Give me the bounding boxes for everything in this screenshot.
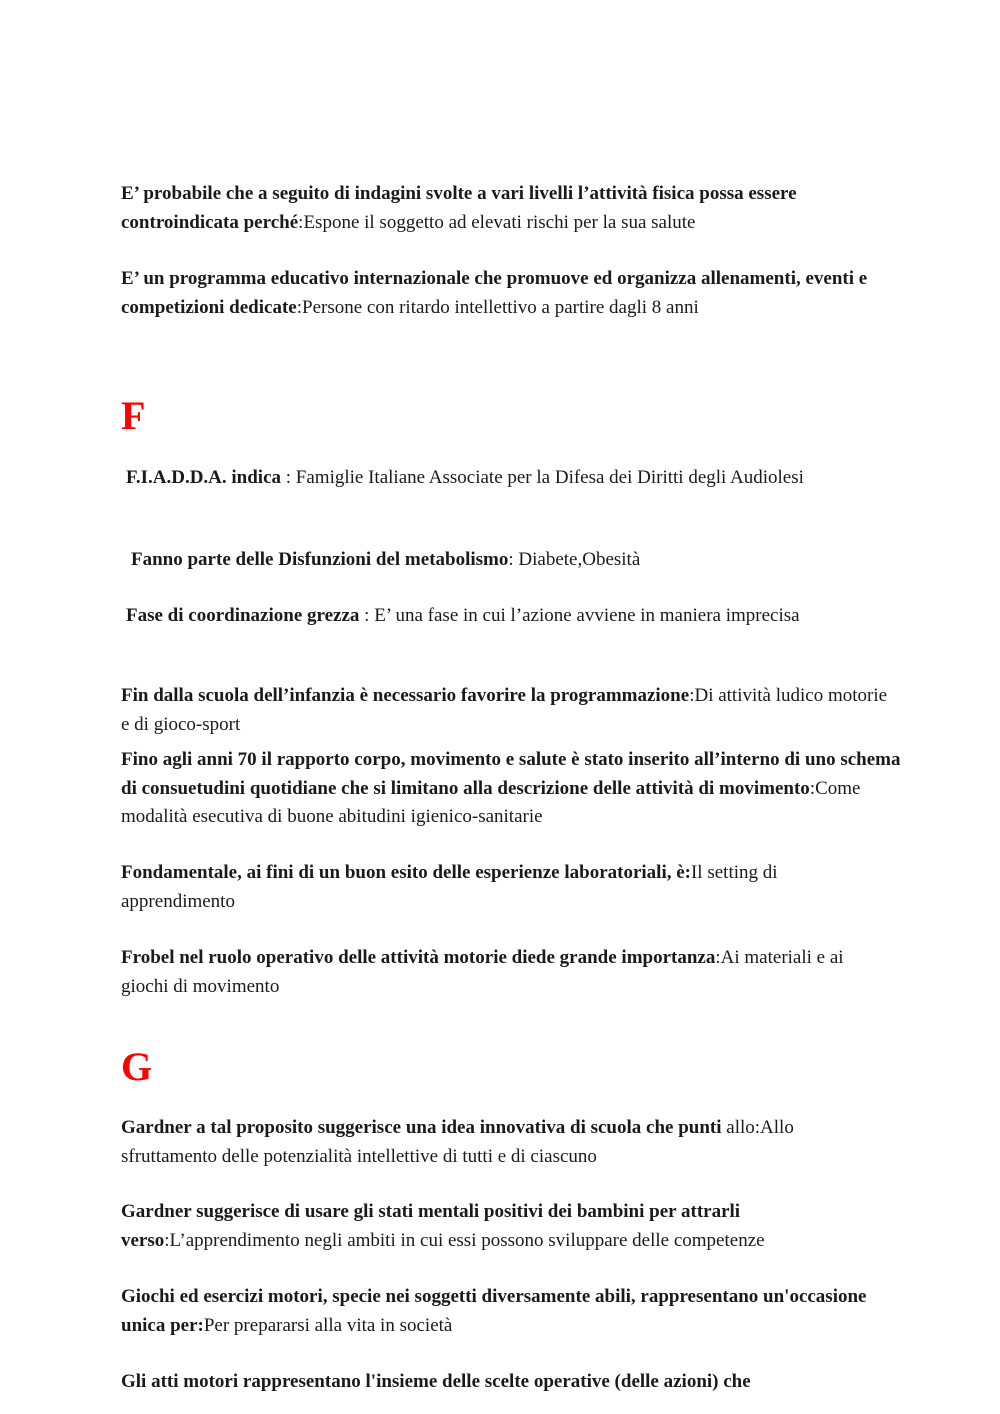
entry-separator: : (689, 685, 695, 706)
entry-question: E’ un programma educativo internazionale che promuove ed organizza allenamenti, eventi e competizioni dedicate (121, 268, 868, 318)
entry-question: Fase di coordinazione grezza (126, 605, 360, 626)
entry-question: Gardner a tal proposito suggerisce una idea innovativa di scuola che punti (121, 1117, 722, 1138)
entry-separator: : (164, 1229, 170, 1251)
glossary-entry (121, 1198, 891, 1255)
entry-question: F.I.A.D.D.A. indica (126, 467, 282, 488)
entry-separator: : (281, 467, 296, 488)
entry-question: Fanno parte delle Disfunzioni del metabolismo (131, 549, 509, 570)
entry-answer: Il setting di apprendimento (121, 862, 778, 912)
glossary-entry (131, 547, 901, 572)
entry-question: E’ probabile che a seguito di indagini svolte a vari livelli l’attività fisica possa essere controindicata perché (121, 183, 797, 233)
section-letter-f: F (121, 393, 146, 438)
glossary-entry (121, 180, 891, 237)
entry-question: Gardner suggerisce di usare gli stati mentali positivi dei bambini per attrarli verso (121, 1201, 741, 1251)
entry-answer: Espone il soggetto ad elevati rischi per la sua salute (303, 211, 696, 233)
entry-answer: L’apprendimento negli ambiti in cui essi possono sviluppare delle competenze (169, 1229, 765, 1251)
glossary-entry (121, 682, 891, 739)
entry-answer: allo:Allo sfruttamento delle potenzialità intellettive di tutti e di ciascuno (121, 1117, 794, 1167)
entry-question: Fondamentale, ai fini di un buon esito delle esperienze laboratoriali, è: (121, 862, 691, 883)
glossary-entry (121, 1283, 891, 1340)
entry-answer: Ai materiali e ai giochi di movimento (121, 947, 844, 997)
entry-answer: Per prepararsi alla vita in società (203, 1314, 453, 1336)
entry-separator: : (508, 549, 519, 570)
entry-answer: Famiglie Italiane Associate per la Difesa dei Diritti degli Audiolesi (295, 467, 804, 488)
entry-separator: : (296, 296, 302, 318)
glossary-entry (121, 1114, 891, 1171)
entry-answer: Come modalità esecutiva di buone abitudini igienico-sanitarie (121, 777, 861, 827)
glossary-entry (121, 265, 891, 322)
glossary-entry (126, 465, 896, 490)
entry-separator: : (298, 211, 304, 233)
entry-separator: : (715, 947, 721, 968)
entry-question: Fin dalla scuola dell’infanzia è necessario favorire la programmazione (121, 685, 690, 706)
entry-question: Fino agli anni 70 il rapporto corpo, movimento e salute è stato inserito all’interno di uno schema di consuetudini quotidiane che si limitano alla descrizione delle attività di movimento (121, 749, 901, 799)
entry-question: Frobel nel ruolo operativo delle attività motorie diede grande importanza (121, 947, 716, 968)
entry-answer: Di attività ludico motorie e di gioco-sport (121, 685, 888, 735)
glossary-entry (121, 1368, 891, 1397)
glossary-entry (121, 944, 891, 1001)
section-letter-g: G (121, 1044, 153, 1089)
entry-question: Gli atti motori rappresentano l'insieme delle scelte operative (delle azioni) che (121, 1371, 751, 1392)
glossary-entry (121, 859, 891, 916)
entry-answer: E’ una fase in cui l’azione avviene in maniera imprecisa (374, 605, 800, 626)
entry-separator: : (359, 605, 375, 626)
entry-question: Giochi ed esercizi motori, specie nei soggetti diversamente abili, rappresentano un'occasione unica per: (121, 1286, 867, 1336)
entry-answer: Diabete,Obesità (518, 549, 641, 570)
entry-answer: Persone con ritardo intellettivo a partire dagli 8 anni (302, 296, 699, 318)
glossary-entry (126, 603, 896, 628)
glossary-entry (121, 746, 901, 832)
entry-separator: : (809, 777, 816, 799)
